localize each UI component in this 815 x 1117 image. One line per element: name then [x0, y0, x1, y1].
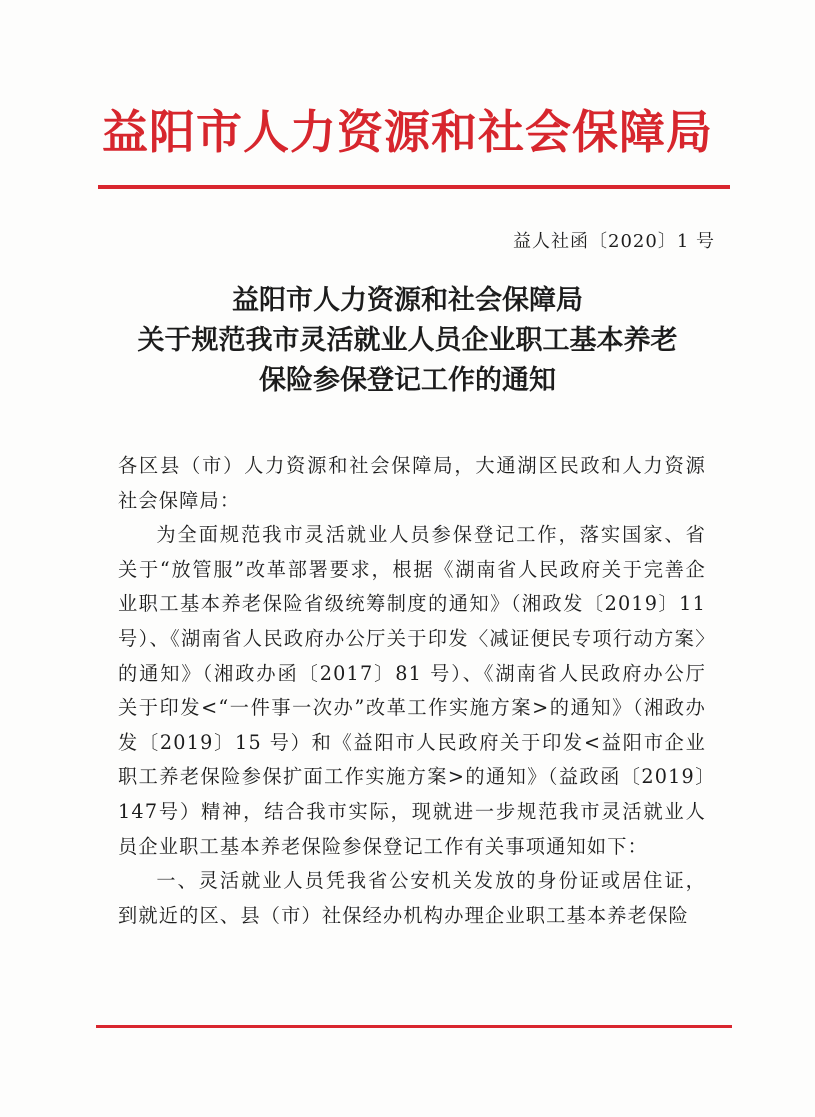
issuing-authority-header: 益阳市人力资源和社会保障局: [102, 105, 713, 159]
salutation: 各区县（市）人力资源和社会保障局，大通湖区民政和人力资源社会保障局：: [118, 454, 706, 512]
title-line-2: 关于规范我市灵活就业人员企业职工基本养老: [137, 325, 678, 356]
footer-red-rule: [96, 1025, 732, 1028]
header-red-rule: [98, 185, 730, 189]
document-title: [0, 281, 815, 401]
title-line-3: 保险参保登记工作的通知: [259, 365, 556, 396]
paragraph-2: 一、灵活就业人员凭我省公安机关发放的身份证或居住证，到就近的区、县（市）社保经办机构办理企业职工基本养老保险: [118, 869, 706, 927]
document-number: 益人社函〔2020〕1 号: [513, 231, 715, 252]
document-body: [118, 449, 706, 933]
title-line-1: 益阳市人力资源和社会保障局: [232, 285, 583, 316]
paragraph-1: 为全面规范我市灵活就业人员参保登记工作，落实国家、省关于“放管服”改革部署要求，根据《湖南省人民政府关于完善企业职工基本养老保险省级统筹制度的通知》（湘政发〔2019〕11号）、《湖南省人民政府办公厅关于印发〈减证便民专项行动方案〉的通知》（湘政办函〔2017〕81 号）、《湖南省人民政府办公厅关于印发<“一件事一次办”改革工作实施方案>的通知》（湘政办发〔2019〕15 号）和《益阳市人民政府关于印发<益阳市企业职工养老保险参保扩面工作实施方案>的通知》（益政函〔2019〕147号）精神，结合我市实际，现就进一步规范我市灵活就业人员企业职工基本养老保险参保登记工作有关事项通知如下：: [118, 523, 706, 858]
